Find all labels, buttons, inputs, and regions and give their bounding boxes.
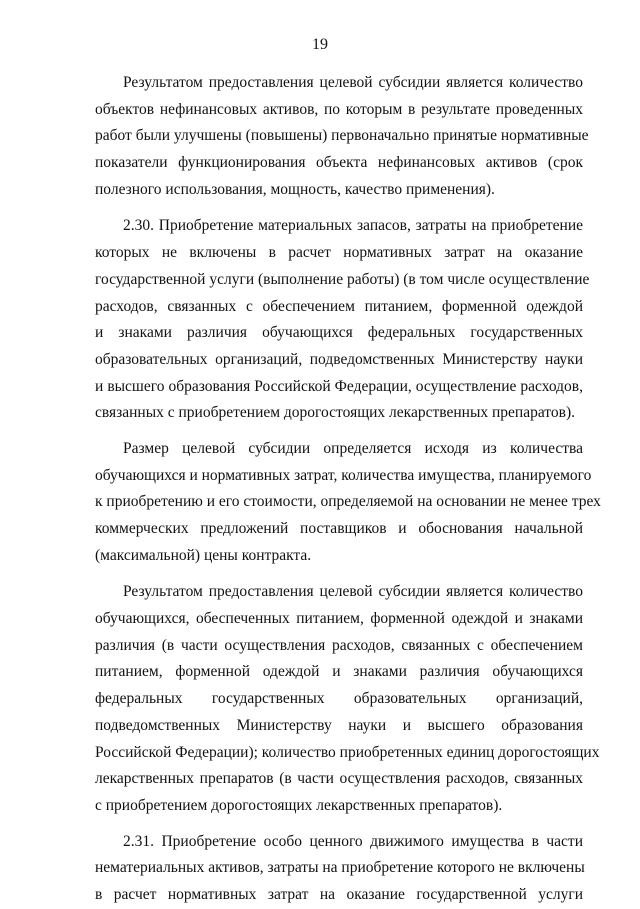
paragraph xyxy=(95,436,601,569)
text-line: Российской Федерации); количество приобретенных единиц дорогостоящих xyxy=(95,743,600,761)
text-line: и высшего образования Российской Федерации, осуществление расходов, xyxy=(95,377,583,395)
paragraph xyxy=(95,70,589,203)
text-line: к приобретению и его стоимости, определяемой на основании не менее трех xyxy=(95,493,601,511)
text-line: различия (в части осуществления расходов, связанных с обеспечением xyxy=(95,636,583,654)
text-line: (максимальной) цены контракта. xyxy=(95,546,312,564)
text-line: и знаками различия обучающихся федеральных государственных xyxy=(95,324,583,342)
text-line: которых не включены в расчет нормативных затрат на оказание xyxy=(95,244,583,262)
text-line: полезного использования, мощность, качество применения). xyxy=(95,180,495,198)
text-line: Результатом предоставления целевой субсидии является количество xyxy=(123,583,583,601)
text-line: 2.30. Приобретение материальных запасов, затраты на приобретение xyxy=(123,217,583,235)
document-body xyxy=(95,70,601,909)
text-line: образовательных организаций, подведомственных Министерству науки xyxy=(95,350,583,368)
text-line: лекарственных препаратов (в части осуществления расходов, связанных xyxy=(95,770,583,788)
text-line: государственной услуги (выполнение работы) (в том числе осуществление xyxy=(95,270,590,288)
text-line: в расчет нормативных затрат на оказание государственной услуги xyxy=(95,885,583,903)
text-line: федеральных государственных образовательных организаций, xyxy=(95,690,583,708)
text-line: коммерческих предложений поставщиков и обоснования начальной xyxy=(95,520,583,537)
text-line: Размер целевой субсидии определяется исходя из количества xyxy=(123,439,583,457)
text-line: подведомственных Министерству науки и высшего образования xyxy=(95,716,583,734)
text-line: 2.31. Приобретение особо ценного движимого имущества в части xyxy=(123,832,583,850)
text-line: показатели функционирования объекта нефинансовых активов (срок xyxy=(95,154,583,172)
paragraph xyxy=(95,829,583,909)
text-line: обучающихся, обеспеченных питанием, форменной одеждой и знаками xyxy=(95,610,583,628)
text-line: нематериальных активов, затраты на приобретение которого не включены xyxy=(95,859,585,877)
text-line: питанием, форменной одеждой и знаками различия обучающихся xyxy=(95,663,583,681)
text-line: обучающихся и нормативных затрат, количества имущества, планируемого xyxy=(95,466,592,484)
text-line: работ были улучшены (повышены) первоначально принятые нормативные xyxy=(95,127,589,145)
text-line: объектов нефинансовых активов, по которым в результате проведенных xyxy=(95,100,583,118)
text-line: расходов, связанных с обеспечением питанием, форменной одеждой xyxy=(95,297,583,315)
paragraph xyxy=(95,213,590,427)
paragraph xyxy=(95,579,600,819)
text-line: с приобретением дорогостоящих лекарственных препаратов). xyxy=(95,796,503,814)
text-line: Результатом предоставления целевой субсидии является количество xyxy=(123,74,583,91)
page-number: 19 xyxy=(312,36,328,53)
text-line: связанных с приобретением дорогостоящих лекарственных препаратов). xyxy=(95,404,575,422)
